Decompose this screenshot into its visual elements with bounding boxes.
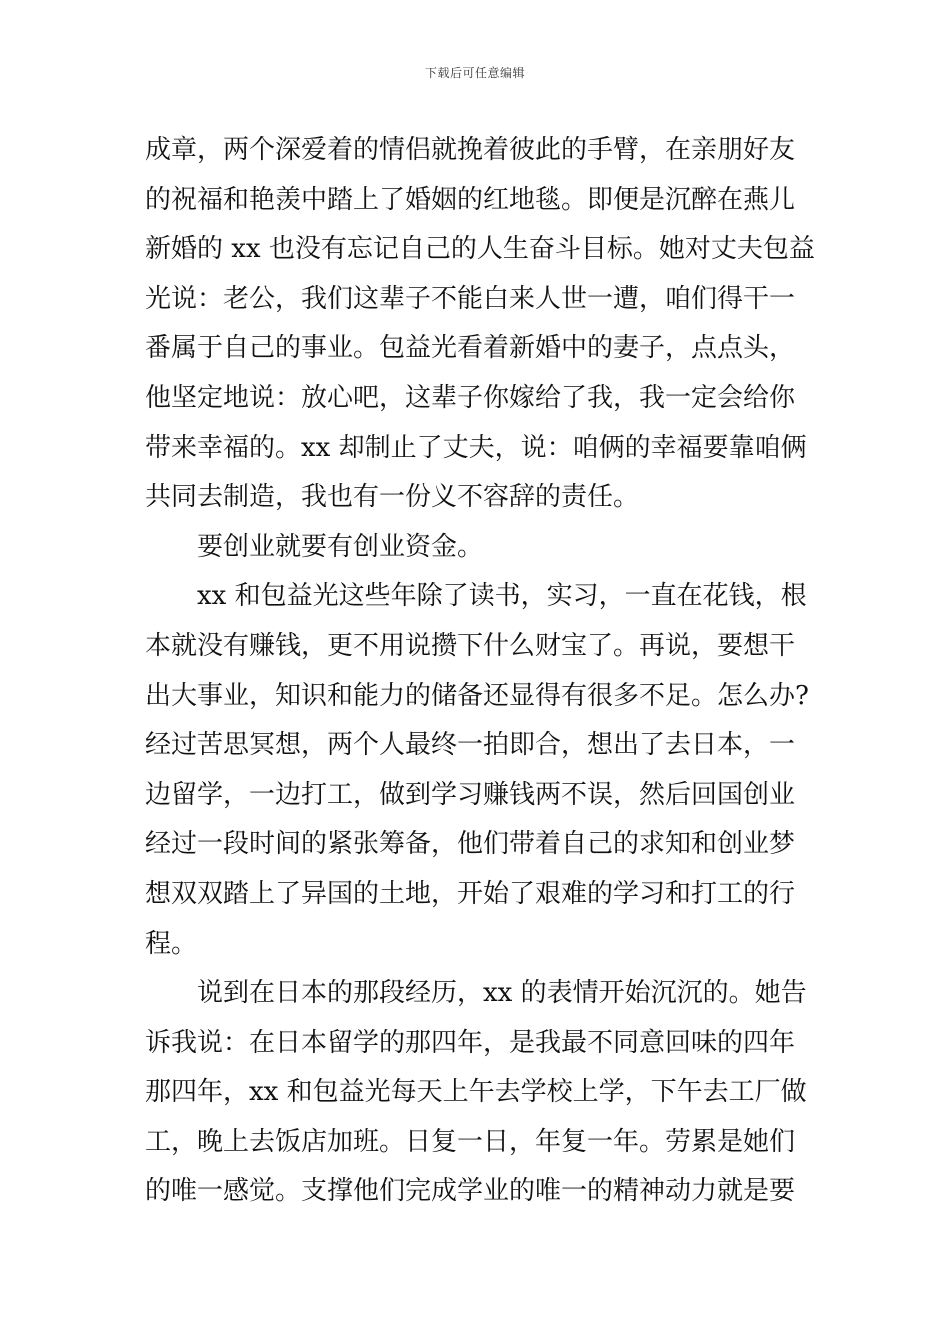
text-line: 工，晚上去饭店加班。日复一日，年复一年。劳累是她们 [145, 1126, 796, 1157]
text-line: 说到在日本的那段经历，xx 的表情开始沉沉的。她告 [197, 978, 807, 1009]
text-line: 诉我说：在日本留学的那四年，是我最不同意回味的四年 [145, 1027, 796, 1058]
text-line: 番属于自己的事业。包益光看着新婚中的妻子，点点头， [145, 333, 796, 364]
text-line: 经过苦思冥想，两个人最终一拍即合，想出了去日本，一 [145, 730, 796, 761]
body-text [145, 126, 815, 1217]
text-line: 带来幸福的。xx 却制止了丈夫，说：咱俩的幸福要靠咱俩 [145, 432, 807, 463]
text-line: xx 和包益光这些年除了读书，实习，一直在花钱，根 [197, 581, 807, 612]
text-line: 程。 [145, 928, 198, 959]
text-line: 边留学，一边打工，做到学习赚钱两不误，然后回国创业 [145, 779, 796, 810]
text-line: 要创业就要有创业资金。 [197, 531, 484, 562]
text-line: 经过一段时间的紧张筹备，他们带着自己的求知和创业梦 [145, 829, 796, 860]
text-line: 的唯一感觉。支撑他们完成学业的唯一的精神动力就是要 [145, 1176, 796, 1207]
text-line: 想双双踏上了异国的土地，开始了艰难的学习和打工的行 [145, 878, 796, 909]
text-line: 光说：老公，我们这辈子不能白来人世一遭，咱们得干一 [145, 283, 796, 314]
text-line: 成章，两个深爱着的情侣就挽着彼此的手臂，在亲朋好友 [145, 135, 796, 165]
text-line: 他坚定地说：放心吧，这辈子你嫁给了我，我一定会给你 [145, 382, 796, 413]
text-line: 共同去制造，我也有一份义不容辞的责任。 [145, 482, 640, 513]
text-line: 那四年，xx 和包益光每天上午去学校上学，下午去工厂做 [145, 1077, 807, 1108]
text-line: 的祝福和艳羡中踏上了婚姻的红地毯。即便是沉醉在燕儿 [145, 184, 796, 215]
text-line: 新婚的 xx 也没有忘记自己的人生奋斗目标。她对丈夫包益 [145, 234, 815, 265]
page-header: 下载后可任意编辑 [424, 66, 525, 80]
text-line: 出大事业，知识和能力的储备还显得有很多不足。怎么办? [145, 680, 809, 711]
text-line: 本就没有赚钱，更不用说攒下什么财宝了。再说，要想干 [145, 630, 796, 661]
